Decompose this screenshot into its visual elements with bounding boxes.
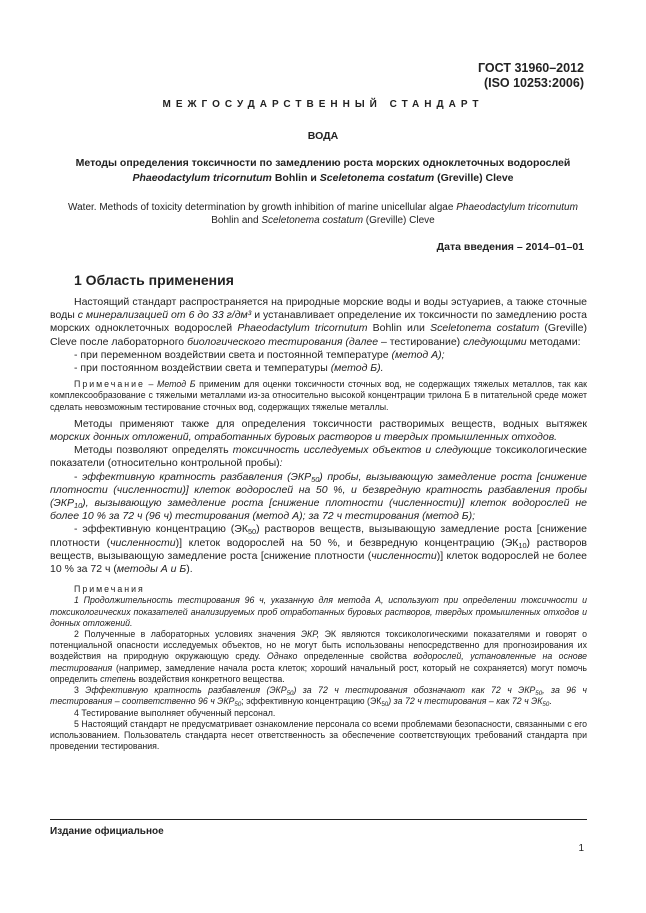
notes-block [50,584,587,752]
standard-type: МЕЖГОСУДАРСТВЕННЫЙ СТАНДАРТ [162,99,484,110]
paragraph-applications: Методы применяют также для определения токсичности растворимых веществ, водных вытяжек морских донных отложений, отработанных буровых растворов и твердых промышленных отходов. [50,417,587,444]
list-item-method-b: - при постоянном воздействии света и температуры (метод Б). [74,362,384,375]
document-title-ru: Методы определения токсичности по замедлению роста морских одноклеточных водорослей Phaeodactylum tricornutum Bohlin и Sceletonema costatum (Greville) Cleve [75,157,571,184]
list-item-ekr: - эффективную кратность разбавления $(ЭКР_{50})$ пробы, вызывающую замедление роста [снижение плотности (численности)] клеток водорослей на 50 %, и безвредную кратность разбавления пробы $(ЭКР_{10})$, вызывающую замедление роста [снижение плотности (численности)] клеток водорослей не более 10 % за 72 ч (96 ч) тестирования (метод А); за 72 ч тестирования (метод Б); [50,470,588,523]
document-subject: ВОДА [307,130,339,142]
list-item-ek: - эффективную концентрацию $(ЭК_{50})$ растворов веществ, вызывающую замедление роста [снижение плотности (численности)] клеток водорослей на 50 %, и безвредную концентрацию $(ЭК_{10})$ растворов веществ, вызывающую замедление роста [снижение плотности (численности)] клеток водорослей не более 10 % за 72 ч (методы А и Б). [50,523,587,576]
note-1: 1 Продолжительность тестирования 96 ч, указанную для метода А, используют при определении токсичности и токсикологических показателей анализируемых проб отработанных буровых растворов, твердых промышленных отходов и донных отложений. [50,595,587,628]
standard-number-block [478,61,584,91]
standard-number: ГОСТ 31960–2012 [478,61,584,75]
paragraph-indicators: Методы позволяют определять токсичность исследуемых объектов и следующие токсикологические показатели (относительно контрольной пробы): [50,444,588,470]
note-5: 5 Настоящий стандарт не предусматривает ознакомление персонала со всеми проблемами безопасности, связанными с его использованием. Пользователь стандарта несет ответственность за обеспечение соответствующих требований стандарта при проведении тестирования. [50,718,587,752]
note-4: 4 Тестирование выполняет обученный персонал. [74,707,276,718]
note-3: 3 Эффективную кратность разбавления $(ЭКР_{50})$ за 72 ч тестирования обозначают как 72 ч $ЭКР_{50}$, за 96 ч тестирования – соответственно 96 ч $ЭКР_{50}$; эффективную концентрацию $(ЭК_{50})$ за 72 ч тестирования – как 72 ч $ЭК_{50}$. [50,685,587,709]
notes-heading: Примечания [74,584,145,595]
effective-date: Дата введения – 2014–01–01 [436,241,584,253]
footer-divider [50,819,587,820]
publication-label: Издание официальное [50,826,164,837]
iso-number: (ISO 10253:2006) [483,76,584,90]
page-number: 1 [578,843,584,854]
section-heading: 1 Область применения [74,272,234,288]
note-2: 2 Полученные в лабораторных условиях значения ЭКР, ЭК являются токсикологическими показателями и говорят о потенциальной опасности исследуемых объектов, но не могут быть использованы непосредственно для прогнозирования их воздействия на природную окружающую среду. Однако определенные свойства водорослей, установленные на основе тестирования (например, замедление начала роста клеток; хороший начальный рост, который не сохраняется) могут помочь определить степень воздействия конкретного вещества. [50,629,587,684]
list-item-method-a: - при переменном воздействии света и постоянной температуре (метод А); [74,348,445,361]
note-method-b: Примечание – Метод Б применим для оценки токсичности сточных вод, не содержащих тяжелых металлов, так как комплексообразование с тяжелыми металлами из-за относительно высокой концентрации трилона Б в питательной среде может сделать невозможным тестирование сточных вод, содержащих тяжелые металлы. [50,379,587,412]
document-title-en: Water. Methods of toxicity determination by growth inhibition of marine unicellular algae Phaeodactylum tricornutum Bohlin and Sceletonema costatum (Greville) Cleve [68,202,578,226]
paragraph-scope: Настоящий стандарт распространяется на природные морские воды и воды эстуариев, а также сточные воды с минерализацией от 6 до 33 г/дм³ и устанавливает определение их токсичности по замедлению роста морских одноклеточных водорослей Phaeodactylum tricornutum Bohlin или Sceletonema costatum (Greville) Cleve после лабораторного биологического тестирования (далее – тестирование) следующими методами: [50,296,587,348]
section-body [50,296,587,752]
